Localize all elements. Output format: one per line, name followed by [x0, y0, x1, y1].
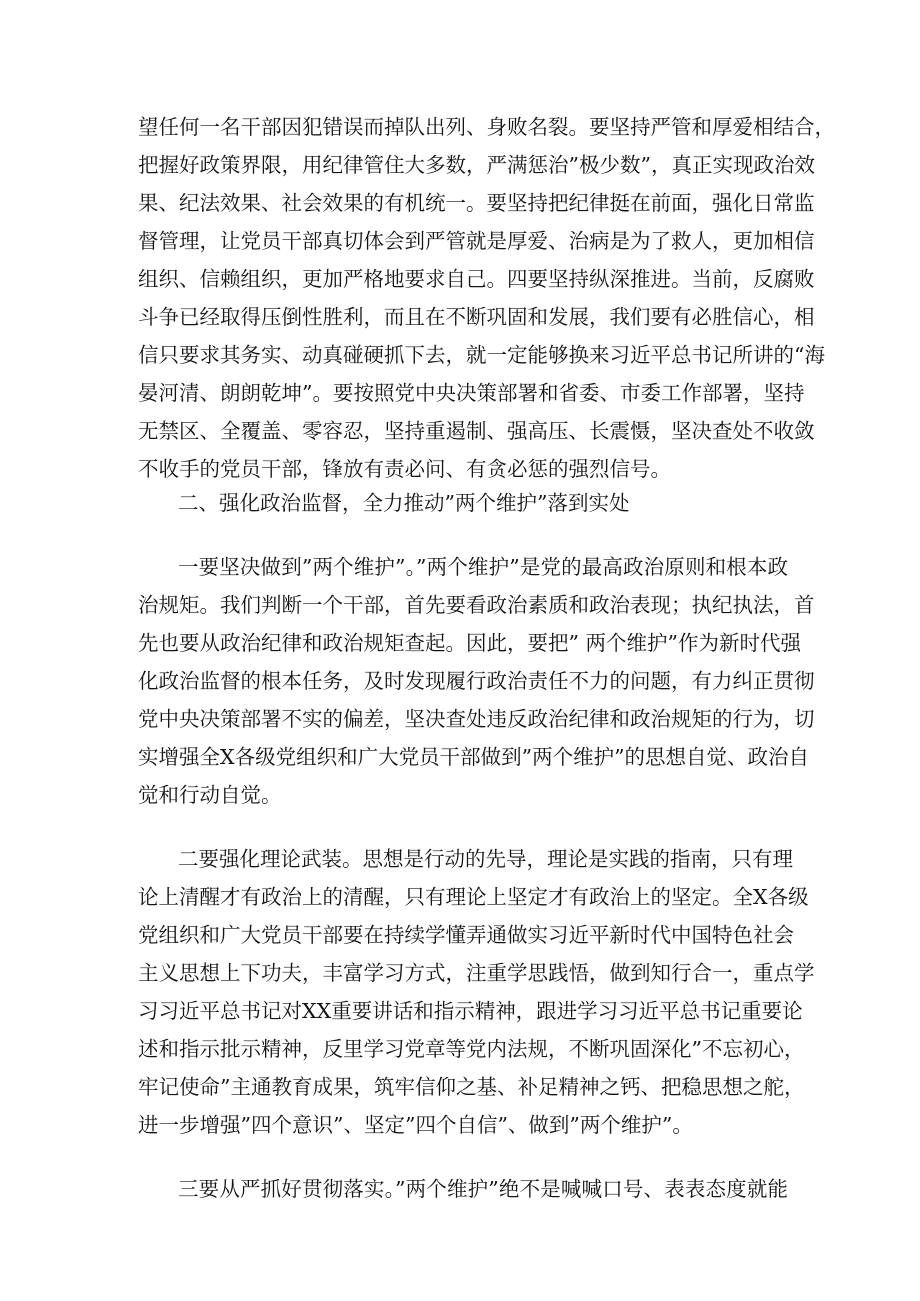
paragraph-line: 不收手的党员干部，锋放有责必问、有贪必惩的强烈信号。: [138, 457, 671, 481]
paragraph-line: 主义思想上下功夫，丰富学习方式，注重学思践悟，做到知行合一，重点学: [138, 961, 815, 985]
paragraph-line: 督管理，让党员干部真切体会到严管就是厚爱、治病是为了救人，更加相信: [138, 229, 815, 253]
paragraph-line: 一要坚决做到”两个维护”。”两个维护”是党的最高政治原则和根本政: [178, 555, 788, 579]
paragraph-line: 实增强全X各级党组织和广大党员干部做到”两个维护”的思想自觉、政治自: [138, 745, 810, 769]
paragraph-line: 党中央决策部署不实的偏差，坚决查处违反政治纪律和政治规矩的行为，切: [138, 707, 815, 731]
paragraph-line: 晏河清、朗朗乾坤”。要按照党中央决策部署和省委、市委工作部署，坚持: [138, 381, 805, 405]
paragraph-line: 望任何一名干部因犯错误而掉队出列、身败名裂。要坚持严管和厚爱相结合，: [138, 115, 835, 139]
paragraph-line: 先也要从政治纪律和政治规矩查起。因此，要把” 两个维护”作为新时代强: [138, 631, 801, 655]
paragraph-line: 治规矩。我们判断一个干部，首先要看政治素质和政治表现；执纪执法，首: [138, 593, 815, 617]
paragraph-line: 党组织和广大党员干部要在持续学懂弄通做实习近平新时代中国特色社会: [138, 923, 794, 947]
paragraph-line: 牢记使命”主通教育成果，筑牢信仰之基、补足精神之钙、把稳思想之舵，: [138, 1075, 805, 1099]
paragraph-line: 无禁区、全覆盖、零容忍，坚持重遏制、强高压、长震慑，坚决查处不收敛: [138, 419, 815, 443]
paragraph-line: 三要从严抓好贯彻落实。”两个维护”绝不是喊喊口号、表表态度就能: [178, 1177, 788, 1201]
paragraph-line: 论上清醒才有政治上的清醒，只有理论上坚定才有政治上的坚定。全X各级: [138, 885, 809, 909]
paragraph-line: 习习近平总书记对XX重要讲话和指示精神，跟进学习习近平总书记重要论: [138, 999, 803, 1023]
paragraph-line: 觉和行动自觉。: [138, 783, 282, 807]
paragraph-line: 进一步增强”四个意识”、坚定”四个自信”、做到”两个维护”。: [138, 1113, 693, 1137]
paragraph-line: 信只要求其务实、动真碰硬抓下去，就一定能够换来习近平总书记所讲的“海: [138, 343, 825, 367]
paragraph-line: 化政治监督的根本任务，及时发现履行政治责任不力的问题，有力纠正贯彻: [138, 669, 815, 693]
paragraph-line: 二要强化理论武装。思想是行动的先导，理论是实践的指南，只有理: [178, 847, 793, 871]
paragraph-line: 斗争已经取得压倒性胜利，而且在不断巩固和发展，我们要有必胜信心，相: [138, 305, 815, 329]
paragraph-line: 组织、信赖组织，更加严格地要求自己。四要坚持纵深推进。当前，反腐败: [138, 267, 815, 291]
paragraph-line: 述和指示批示精神，反里学习党章等党内法规，不断巩固深化”不忘初心，: [138, 1037, 805, 1061]
paragraph-line: 果、纪法效果、社会效果的有机统一。要坚持把纪律挺在前面，强化日常监: [138, 191, 815, 215]
section-heading: 二、强化政治监督，全力推动”两个维护”落到实处: [178, 491, 630, 515]
paragraph-line: 把握好政策界限，用纪律管住大多数，严满惩治”极少数”，真正实现政治效: [138, 153, 815, 177]
